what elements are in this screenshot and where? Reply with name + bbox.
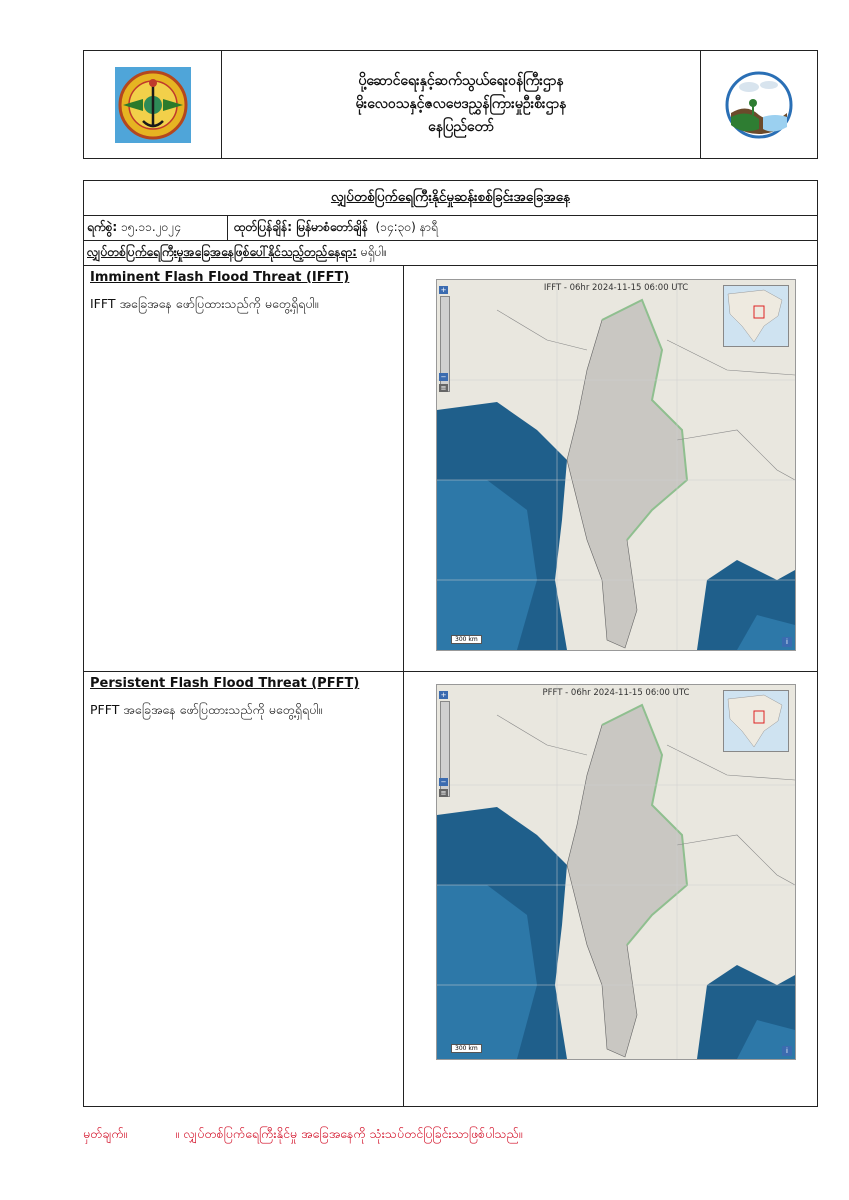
map-scale-bar: 300 km — [451, 635, 482, 644]
issue-time-value: (၁၄:၃၀) နာရီ — [375, 220, 438, 234]
note-text: ။ လျှပ်တစ်ပြက်ရေကြီးနိုင်မှု အခြေအနေကို သုံးသပ်တင်ပြခြင်းသာဖြစ်ပါသည်။ — [175, 1126, 523, 1141]
area-value: မရှိပါ။ — [360, 245, 388, 259]
info-icon[interactable]: i — [782, 637, 792, 647]
footer-note — [83, 1126, 522, 1145]
issue-time-label: ထုတ်ပြန်ချိန်: မြန်မာစံတော်ချိန် — [234, 220, 368, 234]
pfft-map-title: PFFT - 06hr 2024-11-15 06:00 UTC — [542, 688, 690, 698]
area-label: လျှပ်တစ်ပြက်ရေကြီးမှုအခြေအနေဖြစ်ပေါ်နိုင်သည့်တည်နေရာ: — [87, 245, 357, 259]
area-row — [84, 241, 817, 266]
header-line-1: ပို့ဆောင်ရေးနှင့်ဆက်သွယ်ရေးဝန်ကြီးဌာန — [358, 73, 564, 89]
ifft-inset-map[interactable] — [723, 285, 789, 347]
ministry-logo — [84, 51, 222, 158]
ifft-text: IFFT အခြေအနေ ဖော်ပြထားသည်ကို မတွေ့ရှိရပါ။ — [90, 296, 319, 311]
water-cycle-icon — [723, 69, 795, 141]
zoom-out-button[interactable]: − — [440, 778, 447, 786]
report-title: လျှပ်တစ်ပြက်ရေကြီးနိုင်မှုဆန်းစစ်ခြင်းအခြေအနေ — [84, 181, 817, 216]
status-table — [83, 180, 818, 1107]
note-label: မှတ်ချက်။ — [83, 1126, 128, 1141]
layer-button[interactable]: ≡ — [440, 789, 447, 797]
header-line-3: နေပြည်တော် — [428, 119, 494, 135]
ifft-map-title: IFFT - 06hr 2024-11-15 06:00 UTC — [543, 283, 689, 293]
date-label: ရက်စွဲ: — [87, 220, 118, 234]
ifft-map[interactable] — [436, 279, 796, 651]
pfft-heading: Persistent Flash Flood Threat (PFFT) — [90, 676, 360, 691]
pfft-map[interactable] — [436, 684, 796, 1060]
map-scale-bar: 300 km — [451, 1044, 482, 1053]
zoom-out-button[interactable]: − — [440, 373, 447, 381]
info-icon[interactable]: i — [782, 1046, 792, 1056]
ifft-heading: Imminent Flash Flood Threat (IFFT) — [90, 270, 350, 285]
zoom-in-button[interactable]: + — [440, 691, 447, 699]
ifft-section — [84, 266, 817, 672]
pfft-text: PFFT အခြေအနေ ဖော်ပြထားသည်ကို မတွေ့ရှိရပါ။ — [90, 702, 323, 717]
zoom-in-button[interactable]: + — [440, 286, 447, 294]
dmh-logo — [700, 51, 817, 158]
header-block — [83, 50, 818, 159]
pfft-inset-map[interactable] — [723, 690, 789, 752]
date-value: ၁၅.၁၁.၂၀၂၄ — [121, 220, 181, 234]
date-row — [84, 216, 817, 241]
ministry-emblem-icon — [113, 65, 193, 145]
header-line-2: မိုးလေဝသနှင့်ဇလဗေဒညွှန်ကြားမှုဦးစီးဌာန — [355, 96, 567, 112]
pfft-section — [84, 672, 817, 1106]
layer-button[interactable]: ≡ — [440, 384, 447, 392]
